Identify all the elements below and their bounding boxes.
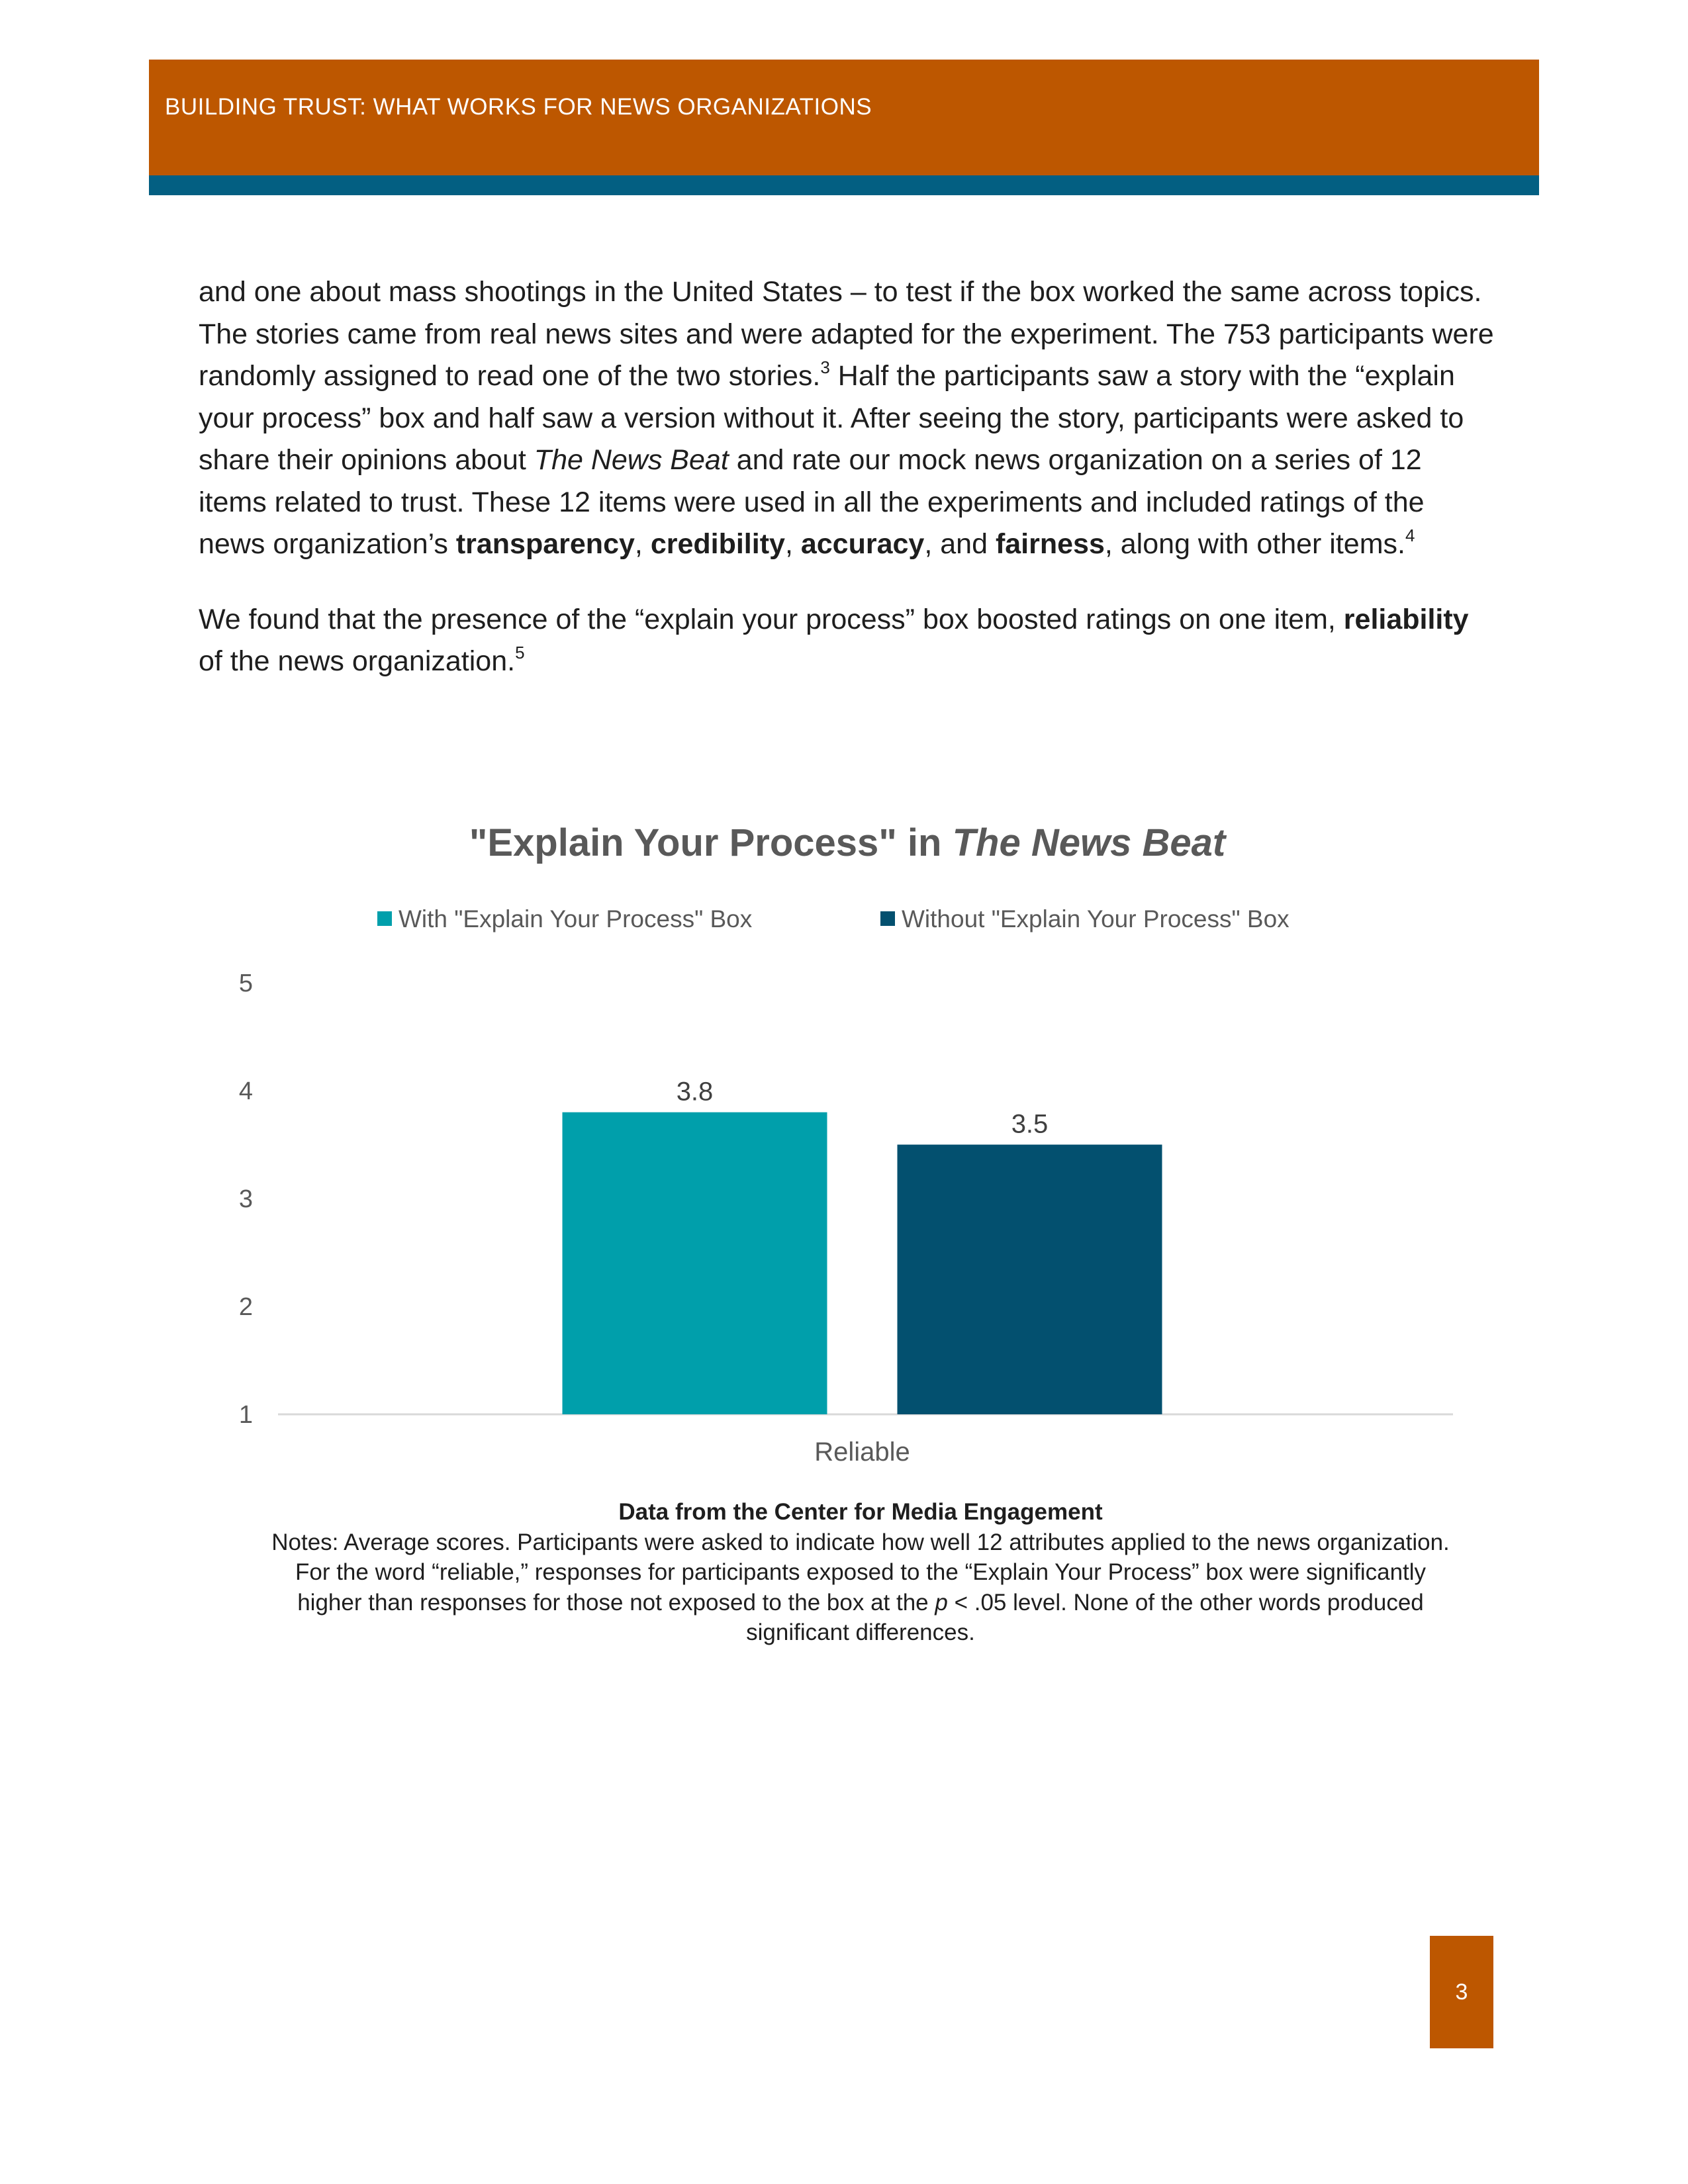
footnote-ref-5: 5: [515, 643, 525, 662]
notes-text-1: Notes: Average scores. Participants were asked to indicate how well 12 attributes applied to the news organization. For the word “reliable,” responses for participants exposed to the “Explain Your Process” box were significantly higher than responses for those not exposed to the box at the: [271, 1529, 1450, 1615]
term-reliability: reliability: [1343, 603, 1469, 635]
p1-sep-2: ,: [784, 528, 801, 560]
paragraph-1: [199, 271, 1496, 566]
p2-text-1: We found that the presence of the “explain your process” box boosted ratings on one item,: [199, 603, 1344, 635]
bar-without-box: [898, 1145, 1162, 1415]
term-accuracy: accuracy: [800, 528, 925, 560]
data-label-without-box: 3.5: [1011, 1109, 1049, 1139]
legend-label-without: Without "Explain Your Process" Box: [902, 905, 1289, 933]
data-label-with-box: 3.8: [676, 1077, 714, 1107]
footnote-ref-4: 4: [1405, 525, 1415, 545]
y-tick-label-1: 1: [238, 1401, 253, 1429]
paragraph-2: [199, 599, 1496, 683]
y-tick-label-4: 4: [238, 1077, 253, 1105]
y-tick-label-3: 3: [238, 1185, 253, 1213]
figure-source: Data from the Center for Media Engagement: [618, 1499, 1103, 1525]
page-header: [149, 60, 1539, 175]
term-fairness: fairness: [995, 528, 1105, 560]
bar-with-box: [563, 1113, 827, 1414]
footnote-ref-3: 3: [820, 357, 830, 377]
page-number: 3: [1430, 1936, 1493, 2048]
p1-sep-1: ,: [634, 528, 651, 560]
body-text: [199, 271, 1496, 716]
chart-title-main: "Explain Your Process" in: [469, 821, 953, 864]
publication-name: The News Beat: [534, 444, 729, 476]
figure-notes-text: [265, 1527, 1456, 1648]
header-title: BUILDING TRUST: WHAT WORKS FOR NEWS ORGANIZATIONS: [165, 94, 872, 120]
y-tick-label-5: 5: [238, 970, 253, 997]
figure-notes: [265, 1497, 1456, 1648]
chart-title-italic: The News Beat: [952, 821, 1226, 864]
p2-text-2: of the news organization.: [199, 645, 516, 677]
p1-text-3: and rate our mock news organization on a series of 12 items related to trust. These 12 items were used in all the experiments and included ratings of the news organization’s: [199, 444, 1425, 560]
header-stripe: [149, 175, 1539, 195]
p1-sep-3: , and: [924, 528, 996, 560]
p1-text-1: and one about mass shootings in the United States – to test if the box worked the same across topics. The stories came from real news sites and were adapted for the experiment. The 753 participants were randomly assigned to read one of the two stories.: [199, 276, 1494, 392]
notes-text-2: < .05 level. None of the other words produced significant differences.: [746, 1589, 1424, 1645]
p1-text-2: Half the participants saw a story with the “explain your process” box and half saw a version without it. After seeing the story, participants were asked to share their opinions about: [199, 360, 1464, 476]
bar-chart: [199, 807, 1483, 1482]
x-category-label: Reliable: [814, 1437, 910, 1467]
term-transparency: transparency: [455, 528, 635, 560]
legend-label-with: With "Explain Your Process" Box: [399, 905, 753, 933]
notes-p-symbol: p: [935, 1589, 948, 1615]
y-tick-label-2: 2: [238, 1293, 253, 1321]
term-credibility: credibility: [650, 528, 785, 560]
p1-text-4: , along with other items.: [1104, 528, 1405, 560]
chart-plot: [199, 807, 1483, 1482]
